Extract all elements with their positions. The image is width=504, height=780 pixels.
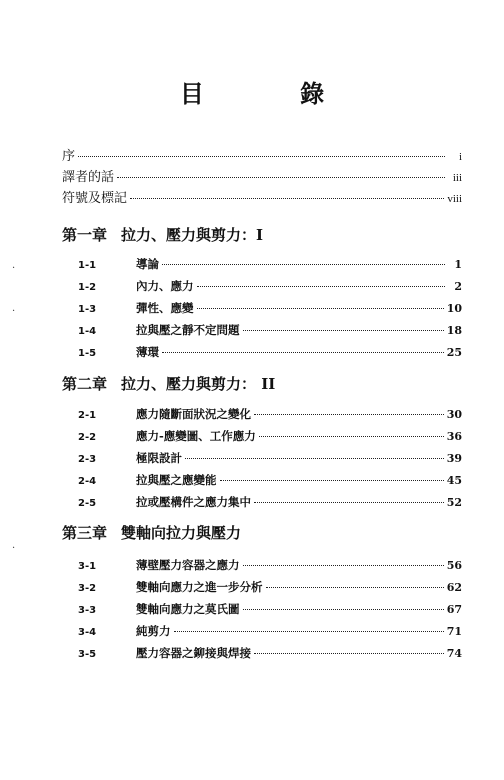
dot-leader [174, 631, 444, 632]
section-title: 薄環 [136, 345, 159, 359]
toc-section-entry[interactable] [78, 472, 462, 494]
margin-mark: · [12, 306, 16, 317]
toc-section-entry[interactable] [78, 623, 462, 645]
chapter-title: 拉力、壓力與剪力： II [121, 375, 276, 393]
section-page: 71 [446, 625, 462, 638]
front-matter-list [62, 145, 462, 208]
toc-section-entry[interactable] [78, 344, 462, 366]
section-page: 36 [446, 430, 462, 443]
chapter-1-sections [78, 256, 462, 366]
section-number: 3-5 [78, 649, 97, 660]
section-number: 1-1 [78, 260, 97, 271]
section-page: 62 [446, 581, 462, 594]
section-title: 應力-應變圖、工作應力 [136, 429, 256, 443]
toc-entry-label: 符號及標記 [62, 191, 128, 206]
toc-entry-symbols[interactable] [62, 187, 462, 208]
toc-section-entry[interactable] [78, 557, 462, 579]
section-title: 雙軸向應力之莫氏圖 [136, 602, 240, 616]
toc-section-entry[interactable] [78, 450, 462, 472]
section-title: 應力隨斷面狀況之變化 [136, 407, 251, 421]
chapter-number: 第三章 [62, 524, 108, 542]
chapter-heading-2[interactable] [62, 373, 275, 394]
section-page: 74 [446, 647, 462, 660]
toc-section-entry[interactable] [78, 645, 462, 667]
section-page: 18 [446, 324, 462, 337]
section-title: 純剪力 [136, 624, 171, 638]
dot-leader [254, 502, 444, 503]
toc-entry-translator-note[interactable] [62, 166, 462, 187]
section-title: 極限設計 [136, 451, 182, 465]
toc-section-entry[interactable] [78, 300, 462, 322]
chapter-heading-3[interactable] [62, 522, 241, 543]
dot-leader [254, 653, 444, 654]
section-title: 導論 [136, 257, 159, 271]
section-page: 52 [446, 496, 462, 509]
toc-entry-label: 序 [62, 149, 76, 164]
toc-entry-preface[interactable] [62, 145, 462, 166]
page-title: 目 錄 [179, 79, 369, 108]
section-page: 56 [446, 559, 462, 572]
section-title: 壓力容器之鉚接與焊接 [136, 646, 251, 660]
section-number: 1-4 [78, 326, 97, 337]
section-title: 彈性、應變 [136, 301, 194, 315]
dot-leader [220, 480, 444, 481]
section-number: 2-1 [78, 410, 97, 421]
toc-section-entry[interactable] [78, 322, 462, 344]
section-number: 1-5 [78, 348, 97, 359]
margin-mark: · [12, 263, 16, 274]
dot-leader [254, 414, 444, 415]
chapter-2-sections [78, 406, 462, 516]
dot-leader [185, 458, 444, 459]
section-page: 1 [454, 258, 462, 271]
section-number: 3-4 [78, 627, 97, 638]
chapter-title: 拉力、壓力與剪力：I [121, 226, 264, 244]
section-title: 拉或壓構件之應力集中 [136, 495, 251, 509]
section-number: 2-2 [78, 432, 97, 443]
section-number: 2-5 [78, 498, 97, 509]
dot-leader [197, 308, 444, 309]
dot-leader [162, 264, 445, 265]
chapter-number: 第一章 [62, 226, 108, 244]
dot-leader [197, 286, 446, 287]
margin-mark: · [12, 543, 16, 554]
toc-section-entry[interactable] [78, 494, 462, 516]
dot-leader [117, 177, 445, 178]
toc-section-entry[interactable] [78, 579, 462, 601]
section-number: 3-1 [78, 561, 97, 572]
dot-leader [243, 609, 444, 610]
chapter-number: 第二章 [62, 375, 108, 393]
chapter-3-sections [78, 557, 462, 667]
dot-leader [162, 352, 444, 353]
section-page: 45 [446, 474, 462, 487]
section-number: 1-2 [78, 282, 97, 293]
section-title: 拉與壓之靜不定問題 [136, 323, 240, 337]
dot-leader [259, 436, 444, 437]
section-page: 2 [454, 280, 462, 293]
toc-entry-page: i [458, 151, 462, 163]
section-page: 30 [446, 408, 462, 421]
toc-entry-page: iii [452, 172, 462, 184]
toc-section-entry[interactable] [78, 601, 462, 623]
dot-leader [243, 330, 444, 331]
toc-entry-page: viii [447, 193, 462, 205]
dot-leader [130, 198, 444, 199]
section-page: 25 [446, 346, 462, 359]
section-number: 1-3 [78, 304, 97, 315]
toc-entry-label: 譯者的話 [62, 170, 115, 185]
section-number: 2-4 [78, 476, 97, 487]
toc-section-entry[interactable] [78, 406, 462, 428]
section-title: 內力、應力 [136, 279, 194, 293]
dot-leader [243, 565, 444, 566]
dot-leader [78, 156, 445, 157]
section-title: 雙軸向應力之進一步分析 [136, 580, 263, 594]
toc-section-entry[interactable] [78, 278, 462, 300]
section-number: 3-2 [78, 583, 97, 594]
section-page: 67 [446, 603, 462, 616]
toc-section-entry[interactable] [78, 428, 462, 450]
section-title: 拉與壓之應變能 [136, 473, 217, 487]
section-page: 10 [446, 302, 462, 315]
section-number: 2-3 [78, 454, 97, 465]
chapter-title: 雙軸向拉力與壓力 [121, 524, 242, 542]
section-page: 39 [446, 452, 462, 465]
chapter-heading-1[interactable] [62, 224, 263, 245]
toc-section-entry[interactable] [78, 256, 462, 278]
dot-leader [266, 587, 444, 588]
section-number: 3-3 [78, 605, 97, 616]
section-title: 薄壁壓力容器之應力 [136, 558, 240, 572]
